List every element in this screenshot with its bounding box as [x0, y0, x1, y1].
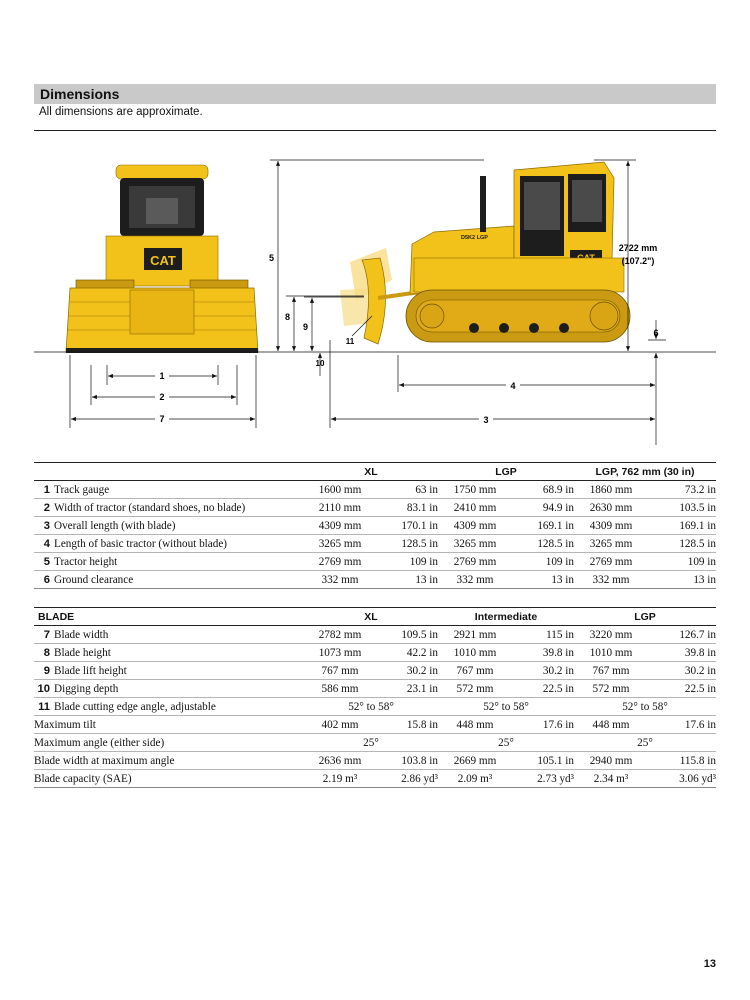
callout-7: 7	[159, 414, 165, 424]
value-cell: 332 mm	[438, 571, 512, 589]
table-row	[34, 481, 716, 499]
section-header-bar	[34, 84, 716, 104]
value-cell: 30.2 in	[376, 662, 438, 680]
col-header-xl: XL	[304, 463, 438, 481]
row-number: 8	[43, 646, 50, 659]
value-cell: 68.9 in	[512, 481, 574, 499]
value-cell: 13 in	[648, 571, 716, 589]
table-row	[34, 553, 716, 571]
value-cell: 402 mm	[304, 716, 376, 734]
value-cell: 2.19 m³	[304, 770, 376, 788]
row-label: Track gauge	[54, 483, 110, 496]
value-cell: 128.5 in	[648, 535, 716, 553]
row-label-cell	[34, 680, 304, 698]
value-cell: 2.34 m³	[574, 770, 648, 788]
blade-table	[34, 607, 716, 788]
value-cell: 2.73 yd³	[512, 770, 574, 788]
row-label-cell	[34, 626, 304, 644]
col-header-xl: XL	[304, 608, 438, 626]
row-label: Digging depth	[54, 682, 119, 695]
value-cell: 2769 mm	[574, 553, 648, 571]
table-row	[34, 752, 716, 770]
value-cell: 25°	[438, 734, 574, 752]
row-number: 2	[43, 501, 50, 514]
value-cell: 42.2 in	[376, 644, 438, 662]
value-cell: 2410 mm	[438, 499, 512, 517]
row-label-cell	[34, 662, 304, 680]
value-cell: 448 mm	[574, 716, 648, 734]
value-cell: 39.8 in	[648, 644, 716, 662]
table-row	[34, 716, 716, 734]
row-label-cell	[34, 535, 304, 553]
value-cell: 25°	[574, 734, 716, 752]
table-row	[34, 734, 716, 752]
row-label: Width of tractor (standard shoes, no blade)	[54, 501, 246, 514]
row-label: Length of basic tractor (without blade)	[54, 537, 228, 550]
row-label-cell	[34, 644, 304, 662]
row-label-cell	[34, 481, 304, 499]
value-cell: 23.1 in	[376, 680, 438, 698]
callout-6: 6	[653, 328, 659, 338]
value-cell: 17.6 in	[512, 716, 574, 734]
callout-4: 4	[510, 381, 516, 391]
value-cell: 572 mm	[574, 680, 648, 698]
table-header-blank	[34, 463, 304, 481]
callout-1: 1	[159, 371, 165, 381]
value-cell: 73.2 in	[648, 481, 716, 499]
value-cell: 332 mm	[574, 571, 648, 589]
value-cell: 105.1 in	[512, 752, 574, 770]
section-title: Dimensions	[40, 86, 120, 102]
row-label-cell	[34, 716, 304, 734]
value-cell: 767 mm	[574, 662, 648, 680]
row-label: Blade lift height	[54, 664, 127, 677]
table-row	[34, 770, 716, 788]
value-cell: 4309 mm	[304, 517, 376, 535]
value-cell: 15.8 in	[376, 716, 438, 734]
table-row	[34, 698, 716, 716]
row-label-cell	[34, 752, 304, 770]
callout-3: 3	[483, 415, 489, 425]
value-cell: 332 mm	[304, 571, 376, 589]
value-cell: 3265 mm	[304, 535, 376, 553]
value-cell: 2110 mm	[304, 499, 376, 517]
value-cell: 115.8 in	[648, 752, 716, 770]
callout-2: 2	[159, 392, 165, 402]
row-number: 6	[43, 573, 50, 586]
row-number: 9	[43, 664, 50, 677]
value-cell: 4309 mm	[438, 517, 512, 535]
height-label-mm: 2722 mm	[618, 243, 658, 253]
page-number: 13	[703, 958, 716, 970]
row-label: Blade width at maximum angle	[34, 754, 175, 767]
value-cell: 109 in	[512, 553, 574, 571]
callout-9: 9	[302, 322, 308, 332]
row-label: Blade cutting edge angle, adjustable	[54, 700, 216, 713]
value-cell: 4309 mm	[574, 517, 648, 535]
row-label: Blade width	[54, 628, 109, 641]
value-cell: 2782 mm	[304, 626, 376, 644]
row-label: Blade height	[54, 646, 111, 659]
value-cell: 1073 mm	[304, 644, 376, 662]
value-cell: 586 mm	[304, 680, 376, 698]
value-cell: 169.1 in	[648, 517, 716, 535]
col-header-lgp: LGP	[438, 463, 574, 481]
table-header-blade: BLADE	[34, 608, 304, 626]
value-cell: 572 mm	[438, 680, 512, 698]
value-cell: 83.1 in	[376, 499, 438, 517]
dimensions-table	[34, 462, 716, 589]
divider	[34, 130, 716, 131]
value-cell: 2630 mm	[574, 499, 648, 517]
value-cell: 1010 mm	[574, 644, 648, 662]
value-cell: 22.5 in	[512, 680, 574, 698]
row-number: 11	[38, 700, 50, 713]
table-row	[34, 680, 716, 698]
value-cell: 52° to 58°	[304, 698, 438, 716]
row-number: 5	[43, 555, 50, 568]
value-cell: 2769 mm	[438, 553, 512, 571]
side-view-dozer	[340, 162, 630, 344]
callout-11: 11	[345, 337, 355, 346]
value-cell: 2636 mm	[304, 752, 376, 770]
value-cell: 1750 mm	[438, 481, 512, 499]
row-label-cell	[34, 698, 304, 716]
value-cell: 109.5 in	[376, 626, 438, 644]
value-cell: 13 in	[376, 571, 438, 589]
value-cell: 13 in	[512, 571, 574, 589]
table-row	[34, 535, 716, 553]
row-label-cell	[34, 553, 304, 571]
value-cell: 3265 mm	[574, 535, 648, 553]
value-cell: 52° to 58°	[574, 698, 716, 716]
col-header-lgp-762: LGP, 762 mm (30 in)	[574, 463, 716, 481]
value-cell: 25°	[304, 734, 438, 752]
row-label-cell	[34, 571, 304, 589]
value-cell: 170.1 in	[376, 517, 438, 535]
value-cell: 128.5 in	[512, 535, 574, 553]
value-cell: 3.06 yd³	[648, 770, 716, 788]
front-view-dozer	[66, 165, 258, 353]
row-label-cell	[34, 517, 304, 535]
height-label-in: (107.2")	[621, 256, 655, 266]
table-row	[34, 499, 716, 517]
value-cell: 128.5 in	[376, 535, 438, 553]
row-label: Blade capacity (SAE)	[34, 772, 132, 785]
table-row	[34, 626, 716, 644]
callout-8: 8	[284, 312, 290, 322]
row-label: Ground clearance	[54, 573, 134, 586]
value-cell: 39.8 in	[512, 644, 574, 662]
model-badge: D5K2 LGP	[461, 235, 488, 241]
row-number: 4	[43, 537, 50, 550]
value-cell: 30.2 in	[648, 662, 716, 680]
value-cell: 109 in	[376, 553, 438, 571]
value-cell: 63 in	[376, 481, 438, 499]
callout-10: 10	[315, 359, 325, 368]
value-cell: 2669 mm	[438, 752, 512, 770]
value-cell: 52° to 58°	[438, 698, 574, 716]
value-cell: 2940 mm	[574, 752, 648, 770]
value-cell: 1860 mm	[574, 481, 648, 499]
value-cell: 115 in	[512, 626, 574, 644]
row-label-cell	[34, 499, 304, 517]
value-cell: 22.5 in	[648, 680, 716, 698]
value-cell: 1010 mm	[438, 644, 512, 662]
value-cell: 126.7 in	[648, 626, 716, 644]
row-number: 7	[43, 628, 50, 641]
value-cell: 1600 mm	[304, 481, 376, 499]
value-cell: 30.2 in	[512, 662, 574, 680]
value-cell: 94.9 in	[512, 499, 574, 517]
value-cell: 767 mm	[304, 662, 376, 680]
table-row	[34, 517, 716, 535]
value-cell: 3265 mm	[438, 535, 512, 553]
value-cell: 2921 mm	[438, 626, 512, 644]
row-label-cell	[34, 734, 304, 752]
front-brand-logo: CAT	[150, 253, 176, 268]
row-number: 1	[43, 483, 50, 496]
row-label-cell	[34, 770, 304, 788]
value-cell: 3220 mm	[574, 626, 648, 644]
table-row	[34, 644, 716, 662]
row-label: Overall length (with blade)	[54, 519, 176, 532]
row-number: 10	[37, 682, 50, 695]
value-cell: 2769 mm	[304, 553, 376, 571]
table-row	[34, 571, 716, 589]
callout-5: 5	[268, 253, 274, 263]
value-cell: 169.1 in	[512, 517, 574, 535]
value-cell: 103.8 in	[376, 752, 438, 770]
value-cell: 2.86 yd³	[376, 770, 438, 788]
table-row	[34, 662, 716, 680]
value-cell: 109 in	[648, 553, 716, 571]
col-header-intermediate: Intermediate	[438, 608, 574, 626]
section-subtitle: All dimensions are approximate.	[39, 106, 203, 118]
col-header-lgp: LGP	[574, 608, 716, 626]
row-number: 3	[43, 519, 50, 532]
value-cell: 448 mm	[438, 716, 512, 734]
row-label: Maximum tilt	[34, 718, 96, 731]
value-cell: 17.6 in	[648, 716, 716, 734]
row-label: Maximum angle (either side)	[34, 736, 165, 749]
value-cell: 2.09 m³	[438, 770, 512, 788]
value-cell: 103.5 in	[648, 499, 716, 517]
value-cell: 767 mm	[438, 662, 512, 680]
row-label: Tractor height	[54, 555, 118, 568]
dimension-diagram	[34, 140, 716, 455]
